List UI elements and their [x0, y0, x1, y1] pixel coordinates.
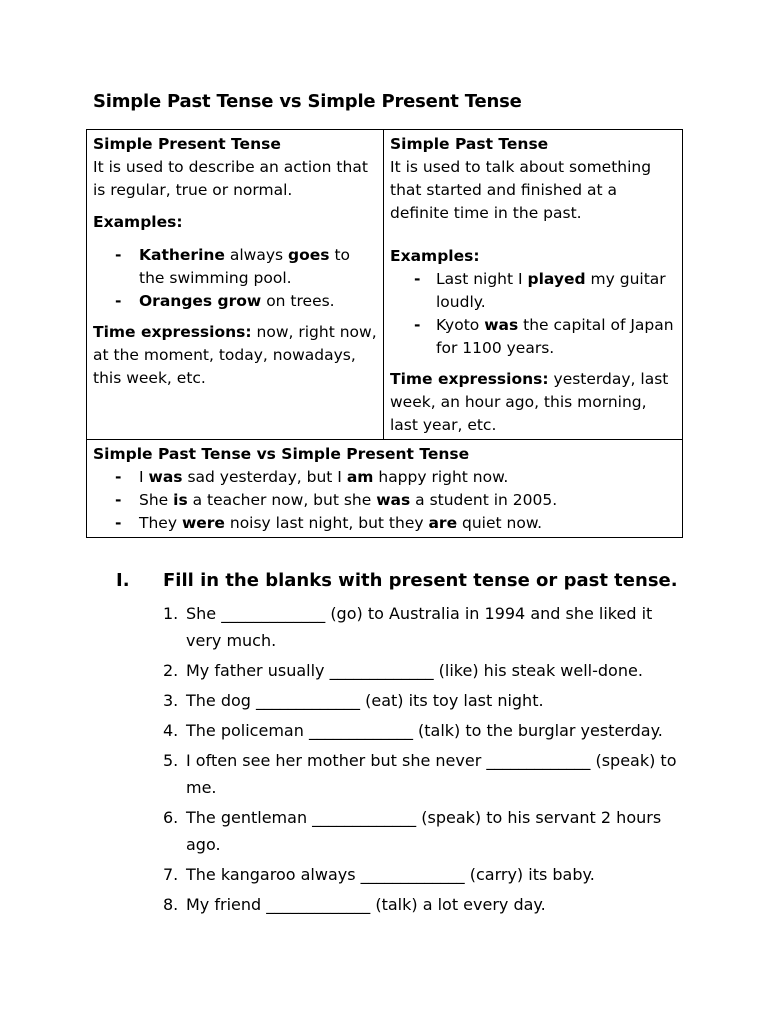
- present-tense-cell: [87, 130, 384, 440]
- past-example: - Kyoto was the capital of Japan for 1100 years.: [390, 314, 676, 360]
- comparison-cell: [87, 440, 683, 538]
- past-examples-label: Examples:: [390, 247, 480, 265]
- comparison-example: - She is a teacher now, but she was a student in 2005.: [93, 489, 676, 512]
- exercise-item: 2. My father usually _____________ (like) his steak well-done.: [163, 661, 643, 680]
- past-example: - Last night I played my guitar loudly.: [390, 268, 676, 314]
- comparison-example: - They were noisy last night, but they are quiet now.: [93, 512, 676, 535]
- tense-table: [86, 129, 683, 538]
- exercise-item: 8. My friend _____________ (talk) a lot every day.: [163, 895, 546, 914]
- exercise-item: 7. The kangaroo always _____________ (carry) its baby.: [163, 865, 595, 884]
- present-description: It is used to describe an action that is regular, true or normal.: [93, 158, 368, 199]
- present-example: - Katherine always goes to the swimming pool.: [93, 244, 377, 290]
- comparison-example: - I was sad yesterday, but I am happy right now.: [93, 466, 676, 489]
- exercise-heading: [116, 570, 678, 591]
- past-description: It is used to talk about something that started and finished at a definite time in the past.: [390, 158, 652, 222]
- present-heading: Simple Present Tense: [93, 135, 281, 153]
- comparison-list: [93, 466, 676, 535]
- exercise-instruction: Fill in the blanks with present tense or past tense.: [163, 570, 678, 591]
- page-title: Simple Past Tense vs Simple Present Tense: [93, 91, 522, 112]
- present-examples-list: [93, 244, 377, 313]
- past-heading: Simple Past Tense: [390, 135, 549, 153]
- present-example: - Oranges grow on trees.: [93, 290, 377, 313]
- exercise-item: 3. The dog _____________ (eat) its toy last night.: [163, 691, 544, 710]
- past-tense-cell: [384, 130, 683, 440]
- past-time-expressions: Time expressions: yesterday, last week, an hour ago, this morning, last year, etc.: [390, 370, 669, 434]
- exercise-list: [163, 600, 683, 921]
- past-examples-list: [390, 268, 676, 360]
- present-examples-label: Examples:: [93, 213, 183, 231]
- exercise-item: 1. She _____________ (go) to Australia in 1994 and she liked it very much.: [163, 604, 653, 650]
- comparison-heading: Simple Past Tense vs Simple Present Tense: [93, 445, 470, 463]
- present-time-expressions: Time expressions: now, right now, at the moment, today, nowadays, this week, etc.: [93, 323, 377, 387]
- exercise-item: 4. The policeman _____________ (talk) to the burglar yesterday.: [163, 721, 663, 740]
- exercise-item: 6. The gentleman _____________ (speak) to his servant 2 hours ago.: [163, 808, 662, 854]
- exercise-item: 5. I often see her mother but she never _____________ (speak) to me.: [163, 751, 677, 797]
- exercise-number: I.: [116, 570, 130, 591]
